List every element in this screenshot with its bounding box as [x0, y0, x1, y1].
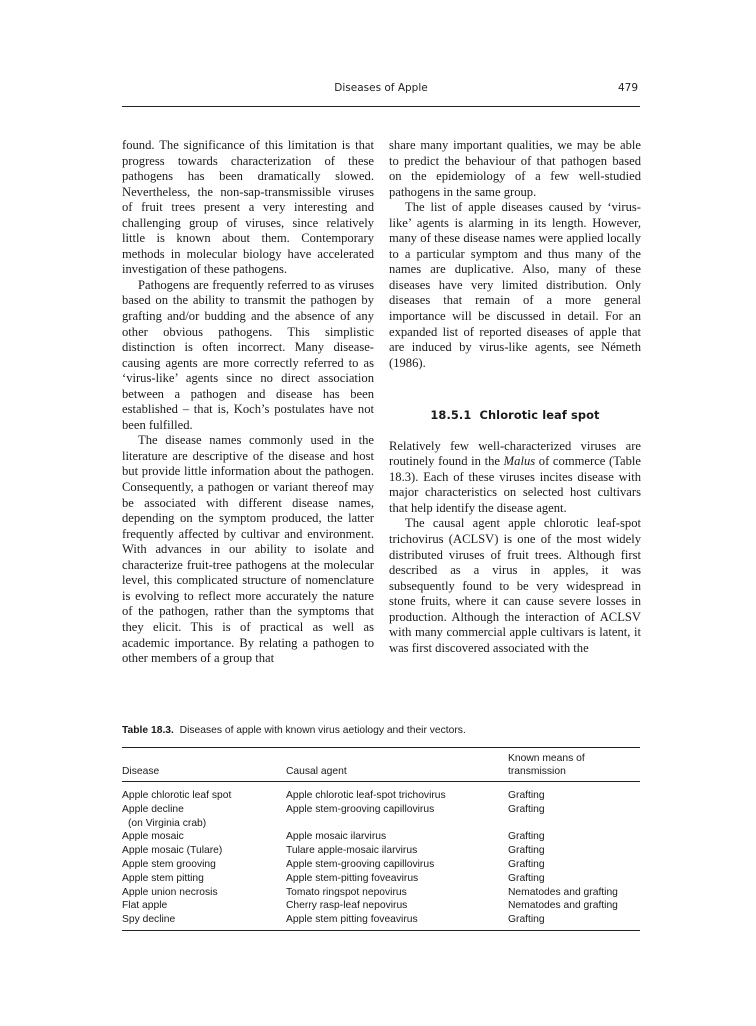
cell-agent: Tulare apple-mosaic ilarvirus	[286, 845, 418, 857]
table-caption-label: Table 18.3.	[122, 725, 174, 736]
header-causal-agent: Causal agent	[286, 748, 508, 782]
cell-transmission: Grafting	[508, 914, 545, 926]
cell-agent: Apple stem-grooving capillovirus	[286, 803, 435, 815]
table-row	[122, 844, 640, 858]
table-row	[122, 913, 640, 930]
cell-agent: Apple stem pitting foveavirus	[286, 914, 418, 926]
table-row	[122, 886, 640, 900]
header-transmission: Known means of transmission	[508, 748, 640, 782]
paragraph: share many important qualities, we may be able to predict the behaviour of that pathogen based on the epidemiology of a few well-studied pathogens in the same group.	[389, 138, 641, 199]
running-head	[122, 82, 640, 98]
header-disease: Disease	[122, 748, 286, 782]
cell-agent: Tomato ringspot nepovirus	[286, 886, 407, 898]
cell-disease: Apple decline	[122, 803, 184, 815]
paragraph: Pathogens are frequently referred to as viruses based on the ability to transmit the pathogen by grafting and/or budding and the absence of any other obvious pathogens. This simplistic distinction is often incorrect. Many disease-causing agents are more correctly referred to as ‘virus-like’ agents since no direct association between a pathogen and disease has been established – that is, Koch’s postulates have not been fulfilled.	[122, 277, 374, 432]
table-caption-text: Diseases of apple with known virus aetiology and their vectors.	[179, 725, 466, 736]
paragraph: The disease names commonly used in the literature are descriptive of the disease and host but provide little information about the pathogen. Consequently, a pathogen or variant thereof may be associated with different disease names, depending on the symptom produced, the latter frequently affected by cultivar and environment. With advances in our ability to isolate and characterize fruit-tree pathogens at the molecular level, this complicated structure of nomenclature is evolving to reflect more accurately the nature of the pathogen, rather than the symptoms that they elicit. This is of practical as well as academic importance. By relating a pathogen to other members of a group that	[122, 433, 374, 666]
right-text-column	[389, 138, 641, 656]
cell-disease: Spy decline	[122, 914, 176, 926]
table-row	[122, 830, 640, 844]
cell-transmission: Grafting	[508, 803, 545, 815]
table-row	[122, 817, 640, 831]
cell-transmission: Grafting	[508, 845, 545, 857]
text-run: Relatively few well-characterized viruses are routinely found in the	[389, 438, 641, 469]
cell-transmission: Grafting	[508, 872, 545, 884]
paragraph	[389, 439, 641, 517]
virus-table	[122, 747, 640, 931]
cell-disease: Apple mosaic	[122, 831, 184, 843]
cell-disease: Apple stem grooving	[122, 858, 216, 870]
cell-transmission	[508, 817, 640, 831]
cell-agent: Cherry rasp-leaf nepovirus	[286, 900, 408, 912]
text-run: of commerce (Table 18.3). Each of these viruses incites disease with major characteristics on selected host cultivars that help identify the disease agent.	[389, 454, 642, 515]
running-head-title: Diseases of Apple	[334, 82, 428, 94]
cell-disease: Apple chlorotic leaf spot	[122, 790, 232, 801]
section-title: Chlorotic leaf spot	[479, 408, 600, 423]
cell-agent: Apple stem-pitting foveavirus	[286, 872, 419, 884]
cell-agent: Apple stem-grooving capillovirus	[286, 858, 435, 870]
cell-agent: Apple mosaic ilarvirus	[286, 831, 387, 843]
left-text-column	[122, 138, 374, 667]
page-number: 479	[617, 82, 638, 94]
table-row	[122, 899, 640, 913]
cell-transmission: Grafting	[508, 790, 545, 801]
header-rule	[122, 106, 640, 107]
cell-transmission: Grafting	[508, 858, 545, 870]
paragraph: The causal agent apple chlorotic leaf-spot trichovirus (ACLSV) is one of the most widely distributed viruses of fruit trees. Although first described as a virus in apples, it was subsequently found to be very widespread in stone fruits, where it can cause severe losses in production. Although the interaction of ACLSV with many commercial apple cultivars is latent, it was first discovered associated with the	[389, 516, 641, 655]
cell-agent	[286, 817, 508, 831]
table-row	[122, 803, 640, 817]
table-row	[122, 858, 640, 872]
table-row	[122, 872, 640, 886]
table-caption	[122, 724, 640, 737]
table-row	[122, 782, 640, 803]
cell-disease: Flat apple	[122, 900, 168, 912]
paragraph: found. The significance of this limitation is that progress towards characterization of these pathogens has been dramatically slowed. Nevertheless, the non-sap-transmissible viruses of fruit trees present a very interesting and challenging group of viruses, since relatively little is known about them. Contemporary methods in molecular biology have accelerated investigation of these pathogens.	[122, 138, 374, 277]
section-heading	[389, 408, 641, 424]
italic-term: Malus	[503, 454, 536, 469]
cell-transmission: Nematodes and grafting	[508, 886, 618, 898]
table-header-row	[122, 748, 640, 782]
cell-disease: Apple mosaic (Tulare)	[122, 845, 223, 857]
cell-disease: Apple stem pitting	[122, 872, 204, 884]
cell-agent: Apple chlorotic leaf-spot trichovirus	[286, 790, 446, 801]
section-number: 18.5.1	[430, 408, 472, 423]
cell-disease: Apple union necrosis	[122, 886, 218, 898]
cell-transmission: Grafting	[508, 831, 545, 843]
paragraph: The list of apple diseases caused by ‘virus-like’ agents is alarming in its length. However, many of these disease names were applied locally to a particular symptom and thus many of the names are duplicative. Also, many of these diseases have very limited distribution. Only diseases that remain of a more general importance will be discussed in detail. For an expanded list of reported diseases of apple that are induced by virus-like agents, see Németh (1986).	[389, 200, 641, 370]
cell-transmission: Nematodes and grafting	[508, 900, 618, 912]
cell-disease: (on Virginia crab)	[128, 817, 207, 829]
table-figure	[122, 724, 640, 931]
